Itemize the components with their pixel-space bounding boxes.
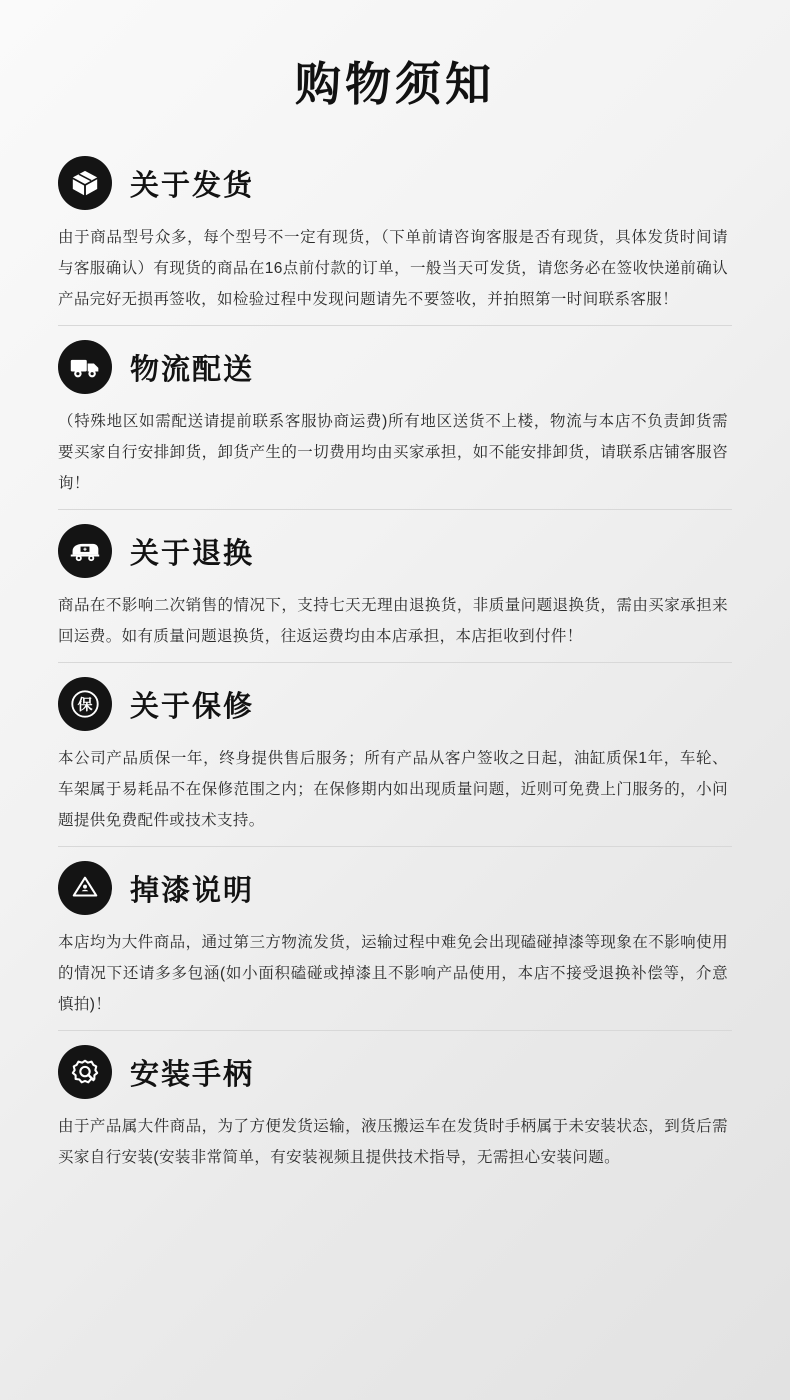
svg-text:保: 保 (77, 695, 93, 714)
section-logistics (58, 325, 732, 509)
section-header (58, 524, 732, 578)
section-returns (58, 509, 732, 662)
warranty-seal-icon (58, 677, 112, 731)
section-paint (58, 846, 732, 1030)
section-body: 由于商品型号众多，每个型号不一定有现货，（下单前请咨询客服是否有现货，具体发货时间请与客服确认）有现货的商品在16点前付款的订单，一般当天可发货，请您务必在签收快递前确认产品完好无损再签收，如检验过程中发现问题请先不要签收，并拍照第一时间联系客服！ (58, 229, 728, 308)
wrench-gear-icon (58, 1045, 112, 1099)
box-icon (58, 156, 112, 210)
section-body: （特殊地区如需配送请提前联系客服协商运费)所有地区送货不上楼，物流与本店不负责卸货需要买家自行安排卸货，卸货产生的一切费用均由买家承担，如不能安排卸货，请联系店铺客服咨询！ (58, 413, 728, 492)
section-title: 安装手柄 (130, 1058, 255, 1091)
section-title: 关于退换 (130, 537, 255, 570)
section-header (58, 156, 732, 210)
return-truck-icon (58, 524, 112, 578)
paint-peel-icon (58, 861, 112, 915)
section-title: 关于发货 (130, 169, 255, 202)
section-shipping (58, 142, 732, 325)
section-body: 商品在不影响二次销售的情况下，支持七天无理由退换货，非质量问题退换货，需由买家承担来回运费。如有质量问题退换货，往返运费均由本店承担，本店拒收到付件！ (58, 597, 728, 645)
section-body: 本公司产品质保一年，终身提供售后服务；所有产品从客户签收之日起，油缸质保1年，车轮、车架属于易耗品不在保修范围之内；在保修期内如出现质量问题，近则可免费上门服务的，小问题提供免费配件或技术支持。 (58, 750, 728, 829)
section-title: 关于保修 (130, 690, 255, 723)
section-warranty (58, 662, 732, 846)
section-header (58, 1045, 732, 1099)
section-body: 由于产品属大件商品，为了方便发货运输，液压搬运车在发货时手柄属于未安装状态，到货后需买家自行安装(安装非常简单，有安装视频且提供技术指导，无需担心安装问题。 (58, 1118, 728, 1166)
section-header (58, 677, 732, 731)
truck-icon (58, 340, 112, 394)
page-title: 购物须知 (295, 58, 495, 110)
section-handle-installation (58, 1030, 732, 1183)
section-title: 物流配送 (130, 353, 255, 386)
section-header (58, 861, 732, 915)
section-header (58, 340, 732, 394)
section-title: 掉漆说明 (130, 874, 255, 907)
section-body: 本店均为大件商品，通过第三方物流发货，运输过程中难免会出现磕碰掉漆等现象在不影响使用的情况下还请多多包涵(如小面积磕碰或掉漆且不影响产品使用，本店不接受退换补偿等，介意慎拍)！ (58, 934, 728, 1013)
